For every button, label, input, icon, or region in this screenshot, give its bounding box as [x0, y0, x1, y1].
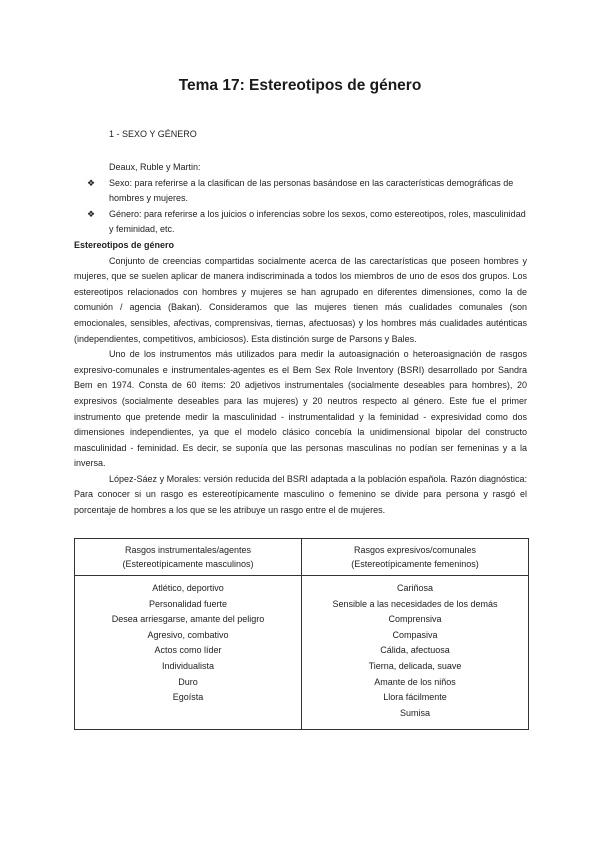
trait-item: Tierna, delicada, suave — [368, 660, 462, 671]
trait-item: Individualista — [161, 660, 215, 671]
trait-item: Personalidad fuerte — [148, 598, 228, 609]
page-title: Tema 17: Estereotipos de género — [178, 77, 422, 94]
trait-item: Sumisa — [399, 707, 430, 718]
subheading: Estereotipos de género — [74, 239, 175, 250]
document-body — [74, 160, 527, 519]
paragraph: Uno de los instrumentos más utilizados para medir la autoasignación o heteroasignación de rasgos expresivo-comunales e instrumentales-agentes es el Bem Sex Role Inventory (BSRI) desarrollado por Sandra Bem en 1974. Consta de 60 ítems: 20 adjetivos instrumentales (socialmente deseables para hombres), 20 expresivos (socialmente deseables para las mujeres) y 20 neutros respecto al género. Este fue el primer instrumento que pretende medir la masculinidad - instrumentalidad y la feminidad - expresividad como dos dimensiones independientes, ya que el modelo clásico concebía la unidimensional bipolar del constructo masculinidad - feminidad. Es decir, se suponía que las personas masculinas no podían ser femeninas y a la inversa. — [74, 349, 527, 469]
trait-item: Amante de los niños — [374, 676, 456, 687]
trait-item: Egoísta — [172, 692, 204, 703]
header-line: (Estereotípicamente masculinos) — [122, 559, 254, 569]
header-line: Rasgos expresivos/comunales — [353, 545, 477, 555]
paragraph: López-Sáez y Morales: versión reducida del BSRI adaptada a la población española. Razón diagnóstica: Para conocer si un rasgo es estereotípicamente masculino o femenino se divide para persona y rasgó el porcentaje de hombres a los que se les atribuye un rasgo entre el de mujeres. — [74, 473, 527, 516]
trait-item: Agresivo, combativo — [147, 629, 229, 640]
definition-text: Género: para referirse a los juicios o inferencias sobre los sexos, como estereotipos, roles, masculinidad y feminidad, etc. — [109, 208, 526, 235]
trait-item: Duro — [178, 676, 198, 687]
trait-item: Atlético, deportivo — [152, 583, 224, 593]
section-heading: 1 - SEXO Y GÉNERO — [109, 129, 197, 139]
header-line: Rasgos instrumentales/agentes — [124, 545, 252, 555]
trait-item: Llora fácilmente — [383, 692, 447, 703]
table-row — [75, 576, 529, 730]
trait-item: Desea arriesgarse, amante del peligro — [111, 614, 265, 625]
diamond-bullet-icon: ❖ — [87, 177, 96, 188]
definition-genero — [74, 207, 527, 238]
trait-item: Sensible a las necesidades de los demás — [332, 598, 498, 609]
definition-sexo — [74, 176, 527, 207]
trait-item: Comprensiva — [388, 614, 442, 625]
trait-item: Compasiva — [392, 629, 438, 640]
authors-line: Deaux, Ruble y Martin: — [109, 162, 201, 172]
diamond-bullet-icon: ❖ — [87, 208, 96, 219]
header-feminine — [302, 539, 529, 576]
header-line: (Estereotípicamente femeninos) — [351, 559, 479, 569]
trait-item: Actos como líder — [154, 645, 222, 656]
traits-table — [74, 538, 529, 730]
table-header-row — [75, 539, 529, 576]
trait-item: Cariñosa — [396, 583, 434, 593]
feminine-traits-cell — [302, 576, 529, 730]
masculine-traits-cell — [75, 576, 302, 730]
trait-item: Cálida, afectuosa — [380, 645, 450, 656]
definition-text: Sexo: para referirse a la clasifican de las personas basándose en las características demográficas de hombres y mujeres. — [109, 177, 514, 204]
header-masculine — [75, 539, 302, 576]
paragraph: Conjunto de creencias compartidas socialmente acerca de las carectarísticas que poseen hombres y mujeres, que se suelen aplicar de manera indiscriminada a todos los miembros de uno de esos dos grupos. Los estereotipos relacionados con hombres y mujeres se han agrupado en diferentes dimensiones, como la de comunión / agencia (Bakan). Consideramos que las mujeres tienen más cualidades comunales (son emocionales, sensibles, afectivas, comprensivas, tiernas, afectuosas) y los hombres más cualidades auténticas (independientes, competitivos, ambiciosos). Esta distinción surge de Parsons y Bales. — [74, 255, 527, 344]
